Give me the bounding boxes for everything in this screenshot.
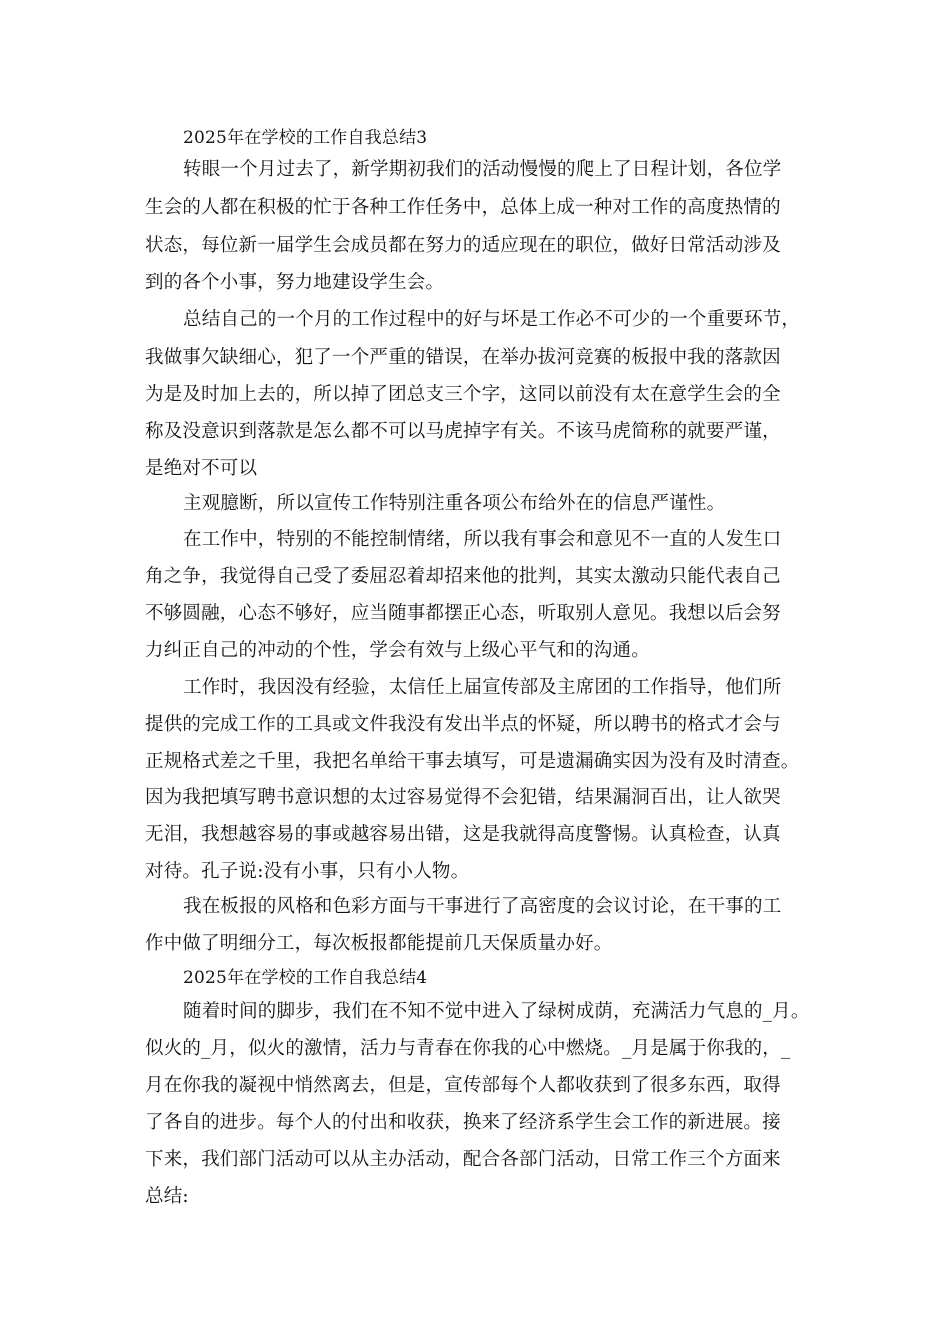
paragraph-line: 角之争，我觉得自己受了委屈忍着却招来他的批判，其实太激动只能代表自己 — [145, 566, 781, 587]
paragraph-line: 正规格式差之千里，我把名单给干事去填写，可是遗漏确实因为没有及时清查。 — [145, 751, 800, 772]
paragraph-line: 作中做了明细分工，每次板报都能提前几天保质量办好。 — [145, 933, 613, 954]
paragraph-line: 转眼一个月过去了，新学期初我们的活动慢慢的爬上了日程计划，各位学 — [183, 159, 782, 180]
section-heading: 2025年在学校的工作自我总结4 — [183, 968, 428, 988]
paragraph-line: 了各自的进步。每个人的付出和收获，换来了经济系学生会工作的新进展。接 — [145, 1112, 781, 1133]
paragraph-line: 下来，我们部门活动可以从主办活动，配合各部门活动，日常工作三个方面来 — [145, 1149, 781, 1170]
paragraph-line: 因为我把填写聘书意识想的太过容易觉得不会犯错，结果漏洞百出，让人欲哭 — [145, 787, 781, 808]
paragraph-line: 生会的人都在积极的忙于各种工作任务中，总体上成一种对工作的高度热情的 — [145, 197, 781, 218]
paragraph-line: 到的各个小事，努力地建设学生会。 — [145, 272, 445, 293]
paragraph-line: 我在板报的风格和色彩方面与干事进行了高密度的会议讨论，在干事的工 — [183, 896, 782, 917]
paragraph-line: 是绝对不可以 — [145, 458, 258, 479]
paragraph-line: 主观臆断，所以宣传工作特别注重各项公布给外在的信息严谨性。 — [183, 493, 726, 514]
paragraph-line: 状态，每位新一届学生会成员都在努力的适应现在的职位，做好日常活动涉及 — [145, 235, 781, 256]
paragraph-line: 无泪，我想越容易的事或越容易出错，这是我就得高度警惕。认真检查，认真 — [145, 824, 781, 845]
section-heading: 2025年在学校的工作自我总结3 — [183, 128, 428, 148]
paragraph-line: 似火的_月，似火的激情，活力与青春在你我的心中燃烧。_月是属于你我的，_ — [145, 1038, 791, 1059]
paragraph-line: 对待。孔子说:没有小事，只有小人物。 — [145, 861, 470, 882]
paragraph-line: 为是及时加上去的，所以掉了团总支三个字，这同以前没有太在意学生会的全 — [145, 384, 781, 405]
paragraph-line: 力纠正自己的冲动的个性，学会有效与上级心平气和的沟通。 — [145, 640, 650, 661]
paragraph-line: 在工作中，特别的不能控制情绪，所以我有事会和意见不一直的人发生口 — [183, 529, 782, 550]
paragraph-line: 总结: — [145, 1186, 189, 1207]
paragraph-line: 工作时，我因没有经验，太信任上届宣传部及主席团的工作指导，他们所 — [183, 677, 782, 698]
paragraph-line: 不够圆融，心态不够好，应当随事都摆正心态，听取别人意见。我想以后会努 — [145, 603, 781, 624]
paragraph-line: 月在你我的凝视中悄然离去，但是，宣传部每个人都收获到了很多东西，取得 — [145, 1075, 781, 1096]
paragraph-line: 总结自己的一个月的工作过程中的好与坏是工作必不可少的一个重要环节， — [183, 309, 801, 330]
paragraph-line: 随着时间的脚步，我们在不知不觉中进入了绿树成荫，充满活力气息的_月。 — [183, 1001, 810, 1022]
paragraph-line: 称及没意识到落款是怎么都不可以马虎掉字有关。不该马虎简称的就要严谨， — [145, 421, 781, 442]
paragraph-line: 提供的完成工作的工具或文件我没有发出半点的怀疑，所以聘书的格式才会与 — [145, 714, 781, 735]
paragraph-line: 我做事欠缺细心，犯了一个严重的错误，在举办拔河竞赛的板报中我的落款因 — [145, 347, 781, 368]
